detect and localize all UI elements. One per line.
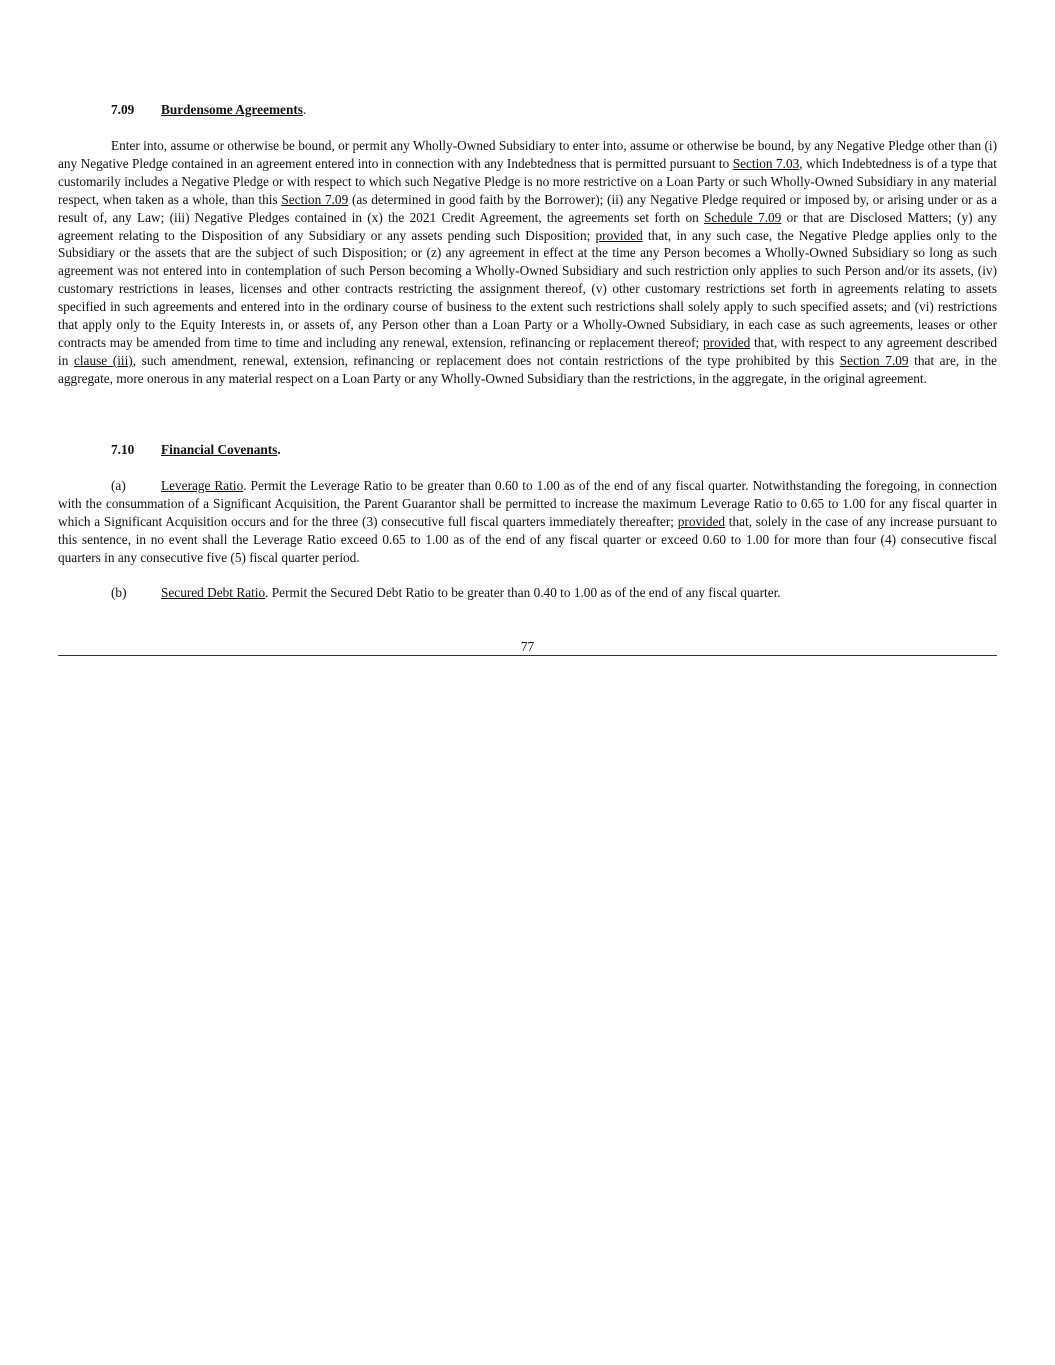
section-709-heading	[111, 101, 306, 119]
section-709-text-4: or that are Disclosed Matters; (y) any agreement relating to the Disposition of any Subsidiary or any assets pending such Disposition;	[58, 209, 998, 243]
section-710-number: 7.10	[111, 442, 135, 457]
section-703-reference: Section 7.03	[732, 155, 800, 171]
section-709-text-3: (as determined in good faith by the Borrower); (ii) any Negative Pledge required or imposed by, or arising under or as a result of, any Law; (iii) Negative Pledges contained in (x) the 2021 Credit Agreement, the agreements set forth on	[58, 191, 997, 225]
section-710-heading	[111, 441, 281, 459]
section-709-text-5: that, in any such case, the Negative Pledge applies only to the Subsidiary or the assets that are the subject of such Disposition; or (z) any agreement in effect at the time any Person becomes a Wholly-Owned Subsidiary so long as such agreement was not entered into in contemplation of such Person becoming a Wholly-Owned Subsidiary and such restriction only applies to such Person and/or its assets, (iv) customary restrictions in leases, licenses and other contracts restricting the assignment thereof, (v) other customary restrictions set forth in agreements relating to assets specified in such agreements and entered into in the ordinary course of business to the extent such restrictions shall solely apply to such specified assets; and (vi) restrictions that apply only to the Equity Interests in, or assets of, any Person other than a Loan Party or a Wholly-Owned Subsidiary, in each case as such agreements, leases or other contracts may be amended from time to time and including any renewal, extension, refinancing or replacement thereof;	[58, 227, 997, 350]
section-709-text-6: that, with respect to any agreement described in	[58, 334, 998, 368]
section-709-text-8: that are, in the aggregate, more onerous in any material respect on a Loan Party or any Wholly-Owned Subsidiary than the restrictions, in the aggregate, in the original agreement.	[58, 352, 998, 386]
section-709-title-suffix: .	[302, 102, 307, 117]
section-709-reference: Section 7.09	[839, 352, 909, 368]
section-709-text-2: , which Indebtedness is of a type that customarily includes a Negative Pledge or with respect to which such Negative Pledge is no more restrictive on a Loan Party or such Wholly-Owned Subsidiary in any material respect, when taken as a whole, than this	[58, 155, 998, 207]
subsection-b-label: (b)	[111, 585, 127, 600]
section-709-reference: Section 7.09	[281, 191, 349, 207]
section-709-text-1: Enter into, assume or otherwise be bound, or permit any Wholly-Owned Subsidiary to enter into, assume or otherwise be bound, by any Negative Pledge other than (i) any Negative Pledge contained in an agreement entered into in connection with any Indebtedness that is permitted pursuant to	[58, 138, 998, 171]
section-710-title-suffix: .	[277, 442, 281, 457]
page-number: 77	[520, 639, 535, 654]
section-710-a-text-1: . Permit the Leverage Ratio to be greater than 0.60 to 1.00 as of the end of any fiscal quarter. Notwithstanding the foregoing, in connection with the consummation of a Significant Acquisition, the Parent Guarantor shall be permitted to increase the maximum Leverage Ratio to 0.65 to 1.00 for any fiscal quarter in which a Significant Acquisition occurs and for the three (3) consecutive full fiscal quarters immediately thereafter;	[58, 478, 997, 529]
section-710-a-text-2: that, solely in the case of any increase pursuant to this sentence, in no event shall the Leverage Ratio exceed 0.65 to 1.00 as of the end of any fiscal quarter or exceed 0.60 to 1.00 for more than four (4) consecutive fiscal quarters in any consecutive five (5) fiscal quarter period.	[58, 513, 997, 565]
leverage-ratio-title: Leverage Ratio	[161, 478, 244, 493]
section-709-body	[58, 137, 997, 388]
section-710-a	[58, 477, 997, 567]
schedule-709-reference: Schedule 7.09	[704, 209, 782, 225]
provided-term: provided	[703, 334, 751, 350]
subsection-a-label: (a)	[111, 478, 126, 493]
secured-debt-ratio-title: Secured Debt Ratio	[161, 585, 266, 600]
section-710-b	[111, 584, 781, 602]
footer-rule	[58, 655, 997, 656]
provided-term: provided	[595, 227, 643, 243]
provided-term: provided	[677, 513, 726, 529]
section-710-b-text: . Permit the Secured Debt Ratio to be greater than 0.40 to 1.00 as of the end of any fiscal quarter.	[265, 585, 781, 600]
section-709-number: 7.09	[111, 102, 135, 117]
section-709-text-7: , such amendment, renewal, extension, refinancing or replacement does not contain restrictions of the type prohibited by this	[132, 352, 840, 368]
section-709-title: Burdensome Agreements	[161, 102, 303, 117]
clause-iii-reference: clause (iii)	[73, 352, 133, 368]
section-710-title: Financial Covenants	[161, 442, 278, 457]
